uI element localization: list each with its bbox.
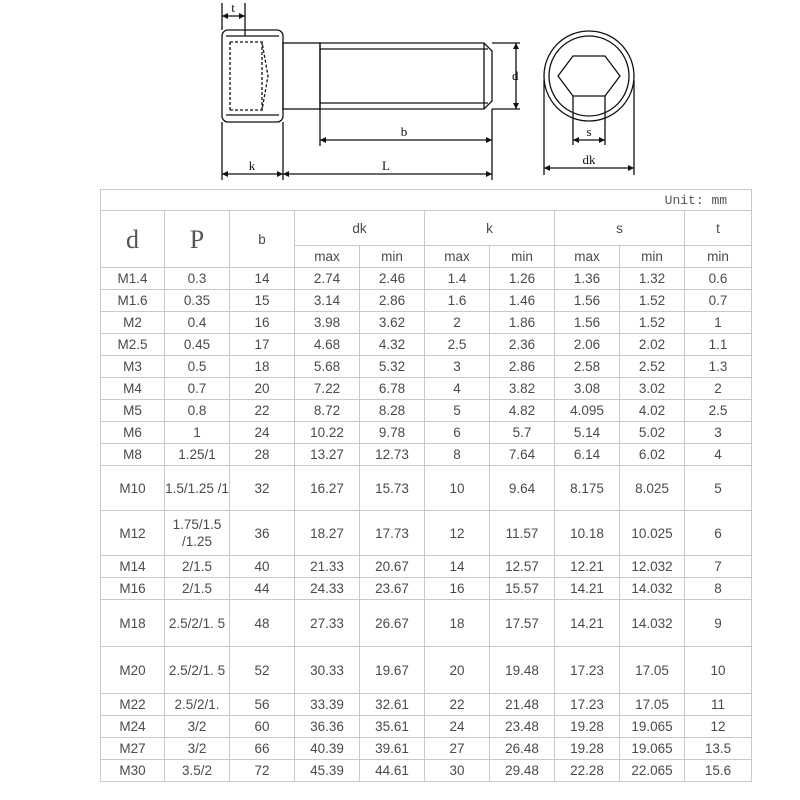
table-cell: 5 (685, 466, 752, 511)
table-cell: 6 (685, 511, 752, 556)
table-cell: 24.33 (295, 578, 360, 600)
header-t: t (685, 211, 752, 246)
table-cell: 1.25/1 (165, 444, 230, 466)
table-cell: 5.7 (490, 422, 555, 444)
table-cell: 2.02 (620, 334, 685, 356)
table-row (101, 356, 752, 378)
label-k: k (248, 158, 256, 173)
table-cell: 30 (425, 760, 490, 782)
label-s: s (586, 124, 592, 139)
table-cell: 1.52 (620, 290, 685, 312)
table-row (101, 694, 752, 716)
table-cell: 5.02 (620, 422, 685, 444)
table-row (101, 600, 752, 647)
table-cell: 0.5 (165, 356, 230, 378)
header-k: k (425, 211, 555, 246)
table-cell: 12.21 (555, 556, 620, 578)
table-cell: 22 (425, 694, 490, 716)
screw-thread (320, 43, 492, 109)
table-cell: 10 (685, 647, 752, 694)
table-cell: 0.7 (165, 378, 230, 400)
table-cell: M4 (101, 378, 165, 400)
table-cell: M5 (101, 400, 165, 422)
table-cell: 2.06 (555, 334, 620, 356)
table-cell: 40.39 (295, 738, 360, 760)
table-row (101, 716, 752, 738)
table-cell: 19.67 (360, 647, 425, 694)
table-cell: 17.23 (555, 647, 620, 694)
table-cell: 12 (685, 716, 752, 738)
table-cell: 1.3 (685, 356, 752, 378)
table-cell: 14 (230, 268, 295, 290)
subheader-s-max: max (555, 246, 620, 268)
table-cell: 19.065 (620, 738, 685, 760)
label-b: b (400, 124, 408, 139)
table-cell: 3 (685, 422, 752, 444)
table-cell: 8 (685, 578, 752, 600)
table-cell: 20.67 (360, 556, 425, 578)
table-cell: 3 (425, 356, 490, 378)
table-cell: M2 (101, 312, 165, 334)
table-row (101, 578, 752, 600)
table-cell: 30.33 (295, 647, 360, 694)
table-cell: 17.57 (490, 600, 555, 647)
table-cell: 72 (230, 760, 295, 782)
table-cell: 45.39 (295, 760, 360, 782)
table-cell: M27 (101, 738, 165, 760)
table-cell: M10 (101, 466, 165, 511)
table-cell: 27.33 (295, 600, 360, 647)
table-cell: 3.62 (360, 312, 425, 334)
table-cell: 5.14 (555, 422, 620, 444)
table-cell: 14 (425, 556, 490, 578)
subheader-dk-min: min (360, 246, 425, 268)
table-cell: 14.21 (555, 578, 620, 600)
table-cell: 20 (425, 647, 490, 694)
table-cell: 13.5 (685, 738, 752, 760)
table-cell: 3.08 (555, 378, 620, 400)
table-cell: 5.32 (360, 356, 425, 378)
subheader-k-max: max (425, 246, 490, 268)
table-cell: 7.64 (490, 444, 555, 466)
table-row (101, 760, 752, 782)
table-cell: M8 (101, 444, 165, 466)
table-cell: 12.57 (490, 556, 555, 578)
table-cell: 0.3 (165, 268, 230, 290)
table-cell: 11 (685, 694, 752, 716)
table-cell: M6 (101, 422, 165, 444)
table-row (101, 290, 752, 312)
label-t: t (231, 0, 235, 15)
table-cell: 1.36 (555, 268, 620, 290)
table-cell: 2.36 (490, 334, 555, 356)
header-s: s (555, 211, 685, 246)
table-cell: 0.6 (685, 268, 752, 290)
table-row (101, 268, 752, 290)
table-cell: 20 (230, 378, 295, 400)
table-cell: M14 (101, 556, 165, 578)
table-cell: 8.28 (360, 400, 425, 422)
table-cell: 4.82 (490, 400, 555, 422)
table-cell: 2/1.5 (165, 556, 230, 578)
table-cell: 36 (230, 511, 295, 556)
table-cell: 14.21 (555, 600, 620, 647)
table-cell: 3/2 (165, 738, 230, 760)
table-row (101, 738, 752, 760)
table-cell: 9.78 (360, 422, 425, 444)
table-cell: 17.05 (620, 694, 685, 716)
table-cell: 1.32 (620, 268, 685, 290)
table-cell: 19.28 (555, 716, 620, 738)
table-cell: 4 (685, 444, 752, 466)
table-cell: 16 (425, 578, 490, 600)
table-cell: 1.26 (490, 268, 555, 290)
hex-socket (558, 56, 620, 96)
table-cell: 17.23 (555, 694, 620, 716)
table-row (101, 312, 752, 334)
subheader-s-min: min (620, 246, 685, 268)
table-cell: 17.73 (360, 511, 425, 556)
table-cell: 4.02 (620, 400, 685, 422)
table-cell: M12 (101, 511, 165, 556)
subheader-k-min: min (490, 246, 555, 268)
table-cell: 1.56 (555, 290, 620, 312)
table-cell: M16 (101, 578, 165, 600)
table-cell: 2.58 (555, 356, 620, 378)
table-cell: 22.28 (555, 760, 620, 782)
table-cell: 10.025 (620, 511, 685, 556)
table-cell: 44 (230, 578, 295, 600)
table-cell: 3.82 (490, 378, 555, 400)
table-cell: 6.02 (620, 444, 685, 466)
table-cell: 9.64 (490, 466, 555, 511)
table-cell: 15.6 (685, 760, 752, 782)
table-cell: 10.22 (295, 422, 360, 444)
table-row (101, 422, 752, 444)
table-cell: 16 (230, 312, 295, 334)
table-cell: 10.18 (555, 511, 620, 556)
table-cell: 1.5/1.25 /1 (165, 466, 230, 511)
table-row (101, 647, 752, 694)
table-cell: 1.46 (490, 290, 555, 312)
label-dk: dk (582, 152, 596, 167)
table-cell: 2.52 (620, 356, 685, 378)
table-cell: 10 (425, 466, 490, 511)
table-cell: M20 (101, 647, 165, 694)
table-cell: 1.56 (555, 312, 620, 334)
table-cell: 2.74 (295, 268, 360, 290)
table-cell: 24 (425, 716, 490, 738)
table-cell: 8.025 (620, 466, 685, 511)
table-cell: 17.05 (620, 647, 685, 694)
label-L: L (382, 158, 390, 173)
table-cell: 18 (230, 356, 295, 378)
table-cell: 1.52 (620, 312, 685, 334)
table-cell: 2 (685, 378, 752, 400)
table-cell: 0.35 (165, 290, 230, 312)
table-cell: 5.68 (295, 356, 360, 378)
table-cell: 4.32 (360, 334, 425, 356)
header-dk: dk (295, 211, 425, 246)
table-cell: 35.61 (360, 716, 425, 738)
table-cell: 26.48 (490, 738, 555, 760)
table-cell: 15.73 (360, 466, 425, 511)
table-cell: 17 (230, 334, 295, 356)
table-row (101, 334, 752, 356)
table-cell: 14.032 (620, 600, 685, 647)
table-cell: 32.61 (360, 694, 425, 716)
table-cell: 39.61 (360, 738, 425, 760)
table-cell: 12 (425, 511, 490, 556)
table-cell: 52 (230, 647, 295, 694)
table-cell: 1.75/1.5 /1.25 (165, 511, 230, 556)
table-cell: 16.27 (295, 466, 360, 511)
subheader-t-min: min (685, 246, 752, 268)
table-cell: 2.5/2/1. 5 (165, 600, 230, 647)
table-cell: 0.45 (165, 334, 230, 356)
table-cell: 33.39 (295, 694, 360, 716)
table-cell: 14.032 (620, 578, 685, 600)
table-cell: 22.065 (620, 760, 685, 782)
table-row (101, 511, 752, 556)
table-row (101, 400, 752, 422)
table-cell: 48 (230, 600, 295, 647)
table-cell: 6.14 (555, 444, 620, 466)
table-cell: 0.4 (165, 312, 230, 334)
table-cell: 0.7 (685, 290, 752, 312)
table-cell: 8 (425, 444, 490, 466)
table-cell: 12.73 (360, 444, 425, 466)
screw-dimension-diagram (0, 0, 800, 190)
table-cell: 22 (230, 400, 295, 422)
table-cell: M2.5 (101, 334, 165, 356)
screw-head (222, 30, 283, 122)
table-cell: 19.48 (490, 647, 555, 694)
table-cell: 2.86 (360, 290, 425, 312)
table-cell: 36.36 (295, 716, 360, 738)
table-cell: 66 (230, 738, 295, 760)
table-cell: 3.5/2 (165, 760, 230, 782)
table-cell: M1.6 (101, 290, 165, 312)
table-cell: 28 (230, 444, 295, 466)
table-cell: 2.5 (425, 334, 490, 356)
table-cell: 8.175 (555, 466, 620, 511)
table-cell: M24 (101, 716, 165, 738)
table-cell: 1.6 (425, 290, 490, 312)
table-cell: 32 (230, 466, 295, 511)
table-cell: 23.48 (490, 716, 555, 738)
table-cell: 19.28 (555, 738, 620, 760)
table-cell: 27 (425, 738, 490, 760)
table-cell: 7.22 (295, 378, 360, 400)
table-cell: 18 (425, 600, 490, 647)
table-cell: 2.46 (360, 268, 425, 290)
table-cell: 4.095 (555, 400, 620, 422)
table-cell: 3/2 (165, 716, 230, 738)
table-cell: 7 (685, 556, 752, 578)
table-cell: 2.5 (685, 400, 752, 422)
table-cell: 9 (685, 600, 752, 647)
table-cell: 1 (685, 312, 752, 334)
table-cell: 4.68 (295, 334, 360, 356)
table-row (101, 466, 752, 511)
table-cell: 29.48 (490, 760, 555, 782)
table-cell: 2/1.5 (165, 578, 230, 600)
table-row (101, 444, 752, 466)
table-cell: 23.67 (360, 578, 425, 600)
unit-label: Unit: mm (101, 190, 752, 211)
table-row (101, 556, 752, 578)
table-cell: 0.8 (165, 400, 230, 422)
table-cell: 60 (230, 716, 295, 738)
label-d: d (512, 68, 519, 83)
table-cell: 1 (165, 422, 230, 444)
table-cell: M18 (101, 600, 165, 647)
header-b: b (230, 211, 295, 268)
table-cell: 21.33 (295, 556, 360, 578)
table-cell: 5 (425, 400, 490, 422)
table-cell: 3.02 (620, 378, 685, 400)
screw-shank (283, 43, 320, 109)
table-cell: 1.86 (490, 312, 555, 334)
table-cell: 12.032 (620, 556, 685, 578)
table-cell: 21.48 (490, 694, 555, 716)
subheader-dk-max: max (295, 246, 360, 268)
table-cell: 2.5/2/1. (165, 694, 230, 716)
table-cell: 1.4 (425, 268, 490, 290)
header-d: d (101, 211, 165, 268)
table-cell: 26.67 (360, 600, 425, 647)
table-cell: 18.27 (295, 511, 360, 556)
table-cell: 13.27 (295, 444, 360, 466)
table-cell: 40 (230, 556, 295, 578)
table-cell: 4 (425, 378, 490, 400)
table-cell: M3 (101, 356, 165, 378)
table-row (101, 378, 752, 400)
table-cell: M1.4 (101, 268, 165, 290)
table-cell: 2 (425, 312, 490, 334)
table-cell: 3.98 (295, 312, 360, 334)
header-P: P (165, 211, 230, 268)
table-cell: 6 (425, 422, 490, 444)
table-cell: M30 (101, 760, 165, 782)
table-cell: 2.86 (490, 356, 555, 378)
table-cell: 6.78 (360, 378, 425, 400)
table-cell: 2.5/2/1. 5 (165, 647, 230, 694)
table-cell: 24 (230, 422, 295, 444)
table-cell: 44.61 (360, 760, 425, 782)
table-cell: 15 (230, 290, 295, 312)
table-cell: 3.14 (295, 290, 360, 312)
table-cell: 8.72 (295, 400, 360, 422)
table-cell: 19.065 (620, 716, 685, 738)
table-cell: 1.1 (685, 334, 752, 356)
specification-table (100, 189, 752, 782)
table-cell: 15.57 (490, 578, 555, 600)
table-cell: 56 (230, 694, 295, 716)
table-cell: 11.57 (490, 511, 555, 556)
table-cell: M22 (101, 694, 165, 716)
